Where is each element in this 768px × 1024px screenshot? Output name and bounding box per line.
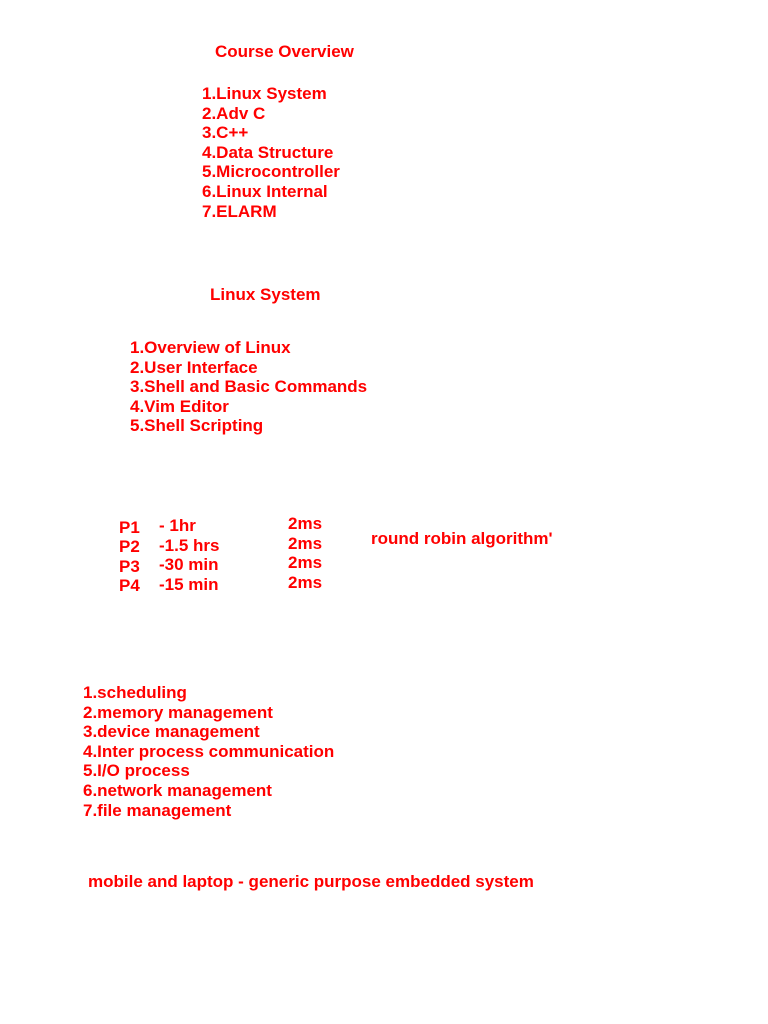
list-item: 1.scheduling <box>83 683 187 702</box>
list-item: 2.User Interface <box>130 357 258 377</box>
list-item: 6.network management <box>83 780 272 800</box>
course-overview-title: Course Overview <box>215 42 354 61</box>
list-item: 3.C++ <box>202 123 249 143</box>
process-name: P4 <box>119 576 140 595</box>
list-item: 6.Linux Internal <box>202 181 328 201</box>
list-item: 3.device management <box>83 722 260 742</box>
process-duration: -15 min <box>159 575 219 594</box>
linux-system-list <box>130 338 367 436</box>
process-quantum: 2ms <box>288 514 323 533</box>
list-item: 5.Shell Scripting <box>130 416 264 436</box>
process-duration: -30 min <box>159 555 219 574</box>
list-item: 5.Microcontroller <box>202 162 340 182</box>
process-name: P1 <box>119 518 140 537</box>
process-name: P3 <box>119 557 140 576</box>
list-item: 1.Overview of Linux <box>130 338 291 357</box>
list-item: 7.ELARM <box>202 201 277 221</box>
process-duration: -1.5 hrs <box>159 536 220 555</box>
process-quantum: 2ms <box>288 534 323 553</box>
list-item: 3.Shell and Basic Commands <box>130 377 368 397</box>
course-overview-list <box>202 84 340 221</box>
process-duration: - 1hr <box>159 516 196 535</box>
linux-system-title: Linux System <box>210 285 321 304</box>
list-item: 7.file management <box>83 800 232 820</box>
process-quantum: 2ms <box>288 573 323 592</box>
list-item: 2.Adv C <box>202 103 266 123</box>
process-name: P2 <box>119 537 140 556</box>
list-item: 4.Data Structure <box>202 142 334 162</box>
embedded-system-note: mobile and laptop - generic purpose embedded system <box>88 872 534 891</box>
list-item: 1.Linux System <box>202 84 327 103</box>
algorithm-note: round robin algorithm' <box>371 529 553 548</box>
list-item: 4.Inter process communication <box>83 741 335 761</box>
process-quantum: 2ms <box>288 553 323 572</box>
os-functions-list <box>83 683 334 820</box>
list-item: 5.I/O process <box>83 761 190 781</box>
list-item: 2.memory management <box>83 702 273 722</box>
list-item: 4.Vim Editor <box>130 396 229 416</box>
